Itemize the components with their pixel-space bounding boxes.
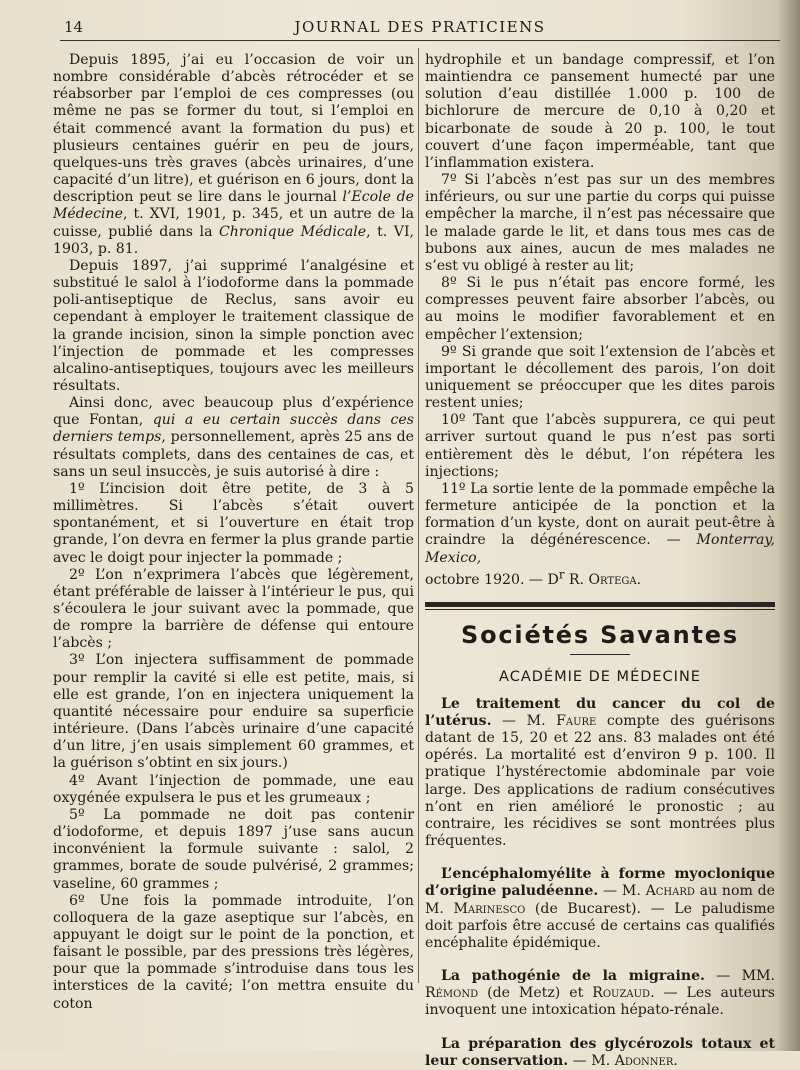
place-name: Monterray, Mexico, [425, 532, 775, 566]
list-item: 7º Si l’abcès n’est pas sur un des membres inférieurs, ou sur une partie du corps qui puisse empêcher la marche, il n’est pas nécessaire que le malade garde le lit, et dans tous mes cas de bubons aux aines, aucun de mes malades ne s’est vu obligé à rester au lit; [425, 172, 775, 274]
list-item: 5º La pommade ne doit pas contenir d’iodoforme, et depuis 1897 j’use sans aucun inconvénient la formule suivante : salol, 2 grammes, borate de soude pulvérisé, 2 grammes; vaseline, 60 grammes ; [53, 806, 414, 892]
list-item: 3º L’on injectera suffisamment de pommade pour remplir la cavité si elle est petite, mais, si elle est grande, l’on en injectera uniquement la quantité nécessaire pour enduire sa superficie intérieure. (Dans l’abcès urinaire d’une capacité d’un litre, j’en usais simplement 60 grammes, et la guérison s’obtint en six jours.) [53, 652, 414, 772]
running-head [60, 16, 780, 41]
society-entry: L’encéphalomyélite à forme myoclonique d’origine paludéenne. — M. Achard au nom de M. Marinesco (de Bucarest). — Le paludisme doit parfois être accusé de certains cas qualifiés encéphalite épidémique. [425, 866, 775, 951]
paragraph: Depuis 1897, j’ai supprimé l’analgésine et substitué le salol à l’iodoforme dans la pommade poli-antiseptique de Reclus, sans avoir eu cependant à employer le traitement classique de la grande incision, sinon la simple ponction avec l’injection de pommade et les compresses alcalino-antiseptiques, toujours avec les meilleurs résultats. [53, 257, 414, 394]
society-entry: Le traitement du cancer du col de l’utérus. — M. Faure compte des guérisons datant de 15, 20 et 22 ans. 83 malades ont été opérés. La mortalité est d’environ 9 p. 100. Il pratique l’hystérectomie abdominale par voie large. Des applications de radium consécutives n’ont en rien amélioré le pronostic ; au contraire, les récidives se sont montrées plus fréquentes. [425, 695, 775, 850]
list-item: 6º Une fois la pommade introduite, l’on colloquera de la gaze aseptique sur l’abcès, en appuyant le doigt sur le point de la ponction, et faisant le possible, par des pressions très légères, pour que la pommade s’introduise dans tous les interstices de la cavité; l’on mettra ensuite du coton [53, 892, 414, 1012]
paragraph: Depuis 1895, j’ai eu l’occasion de voir un nombre considérable d’abcès rétrocéder et se réabsorber par l’emploi de ces compresses (ou même ne pas se former du tout, si l’emploi en était commencé avant la formation du pus) et plusieurs centaines guérir en peu de jours, quelques-uns très graves (abcès urinaires, d’une capacité d’un litre), et guérison en 6 jours, dont la description peut se lire dans le journal l’Ecole de Médecine, t. XVI, 1901, p. 345, et un autre de la cuisse, publié dans la Chronique Médicale, t. VI, 1903, p. 81. [53, 52, 414, 257]
paragraph: hydrophile et un bandage compressif, et l’on maintiendra ce pansement humecté par une solution d’eau distillée 1.000 p. 100 de bichlorure de mercure de 0,10 à 0,20 et bicarbonate de soude à 20 p. 100, le tout couvert d’une façon imperméable, tant que l’inflammation existera. [425, 52, 775, 171]
short-rule [570, 654, 630, 655]
signature: octobre 1920. — $D^r$ R. Ortega. [425, 567, 642, 589]
column-divider [418, 48, 419, 983]
left-column [53, 52, 414, 1013]
society-entry: La préparation des glycérozols totaux et leur conservation. — M. Adonner. [425, 1035, 775, 1069]
society-entry: La pathogénie de la migraine. — MM. Rémond (de Metz) et Rouzaud. — Les auteurs invoquent une intoxication hépato-rénale. [425, 968, 775, 1019]
page-number: 14 [64, 18, 84, 36]
journal-title: JOURNAL DES PRATICIENS [294, 18, 546, 36]
right-column [425, 52, 775, 1070]
section-title: Sociétés Savantes [461, 620, 739, 649]
list-item: 9º Si grande que soit l’extension de l’abcès et important le décollement des parois, l’on doit uniquement se préoccuper que les dites parois restent unies; [425, 343, 775, 412]
paragraph: Ainsi donc, avec beaucoup plus d’expérience que Fontan, qui a eu certain succès dans ces derniers temps, personnellement, après 25 ans de résultats complets, dans des centaines de cas, et sans un seul insuccès, je suis autorisé à dire : [53, 395, 415, 480]
list-item: 8º Si le pus n’était pas encore formé, les compresses peuvent faire absorber l’abcès, ou au moins le modifier favorablement et en empêcher l’extension; [425, 275, 775, 343]
list-item: 10º Tant que l’abcès suppurera, ce qui peut arriver surtout quand le pus n’est pas sorti entièrement dès le début, l’on répétera les injections; [425, 412, 775, 480]
list-item: 11º La sortie lente de la pommade empêche la fermeture anticipée de la ponction et la formation d’un kyste, dont on aurait peut-être à craindre la dégénérescence. — Monterray, Mexico, octobre 1920. — $D^r$ R. Ortega. [425, 480, 775, 589]
subsection-heading: ACADÉMIE DE MÉDECINE [499, 668, 701, 685]
list-item: 2º L’on n’exprimera l’abcès que légèrement, étant préférable de laisser à l’intérieur le pus, qui s’écoulera le jour suivant avec la pommade, que de rompre la barrière de défense qui entoure l’abcès ; [53, 566, 414, 652]
list-item: 1º L’incision doit être petite, de 3 à 5 millimètres. Si l’abcès s’était ouvert spontanément, et si l’ouverture en était trop grande, l’on devra en fermer la plus grande partie avec le doigt pour injecter la pommade ; [53, 480, 414, 566]
journal-reference: Chronique Médicale [219, 223, 367, 240]
section-rule [425, 602, 775, 607]
journal-reference: l’Ecole de Médecine [53, 189, 414, 223]
list-item: 4º Avant l’injection de pommade, une eau oxygénée expulsera le pus et les grumeaux ; [53, 772, 414, 806]
